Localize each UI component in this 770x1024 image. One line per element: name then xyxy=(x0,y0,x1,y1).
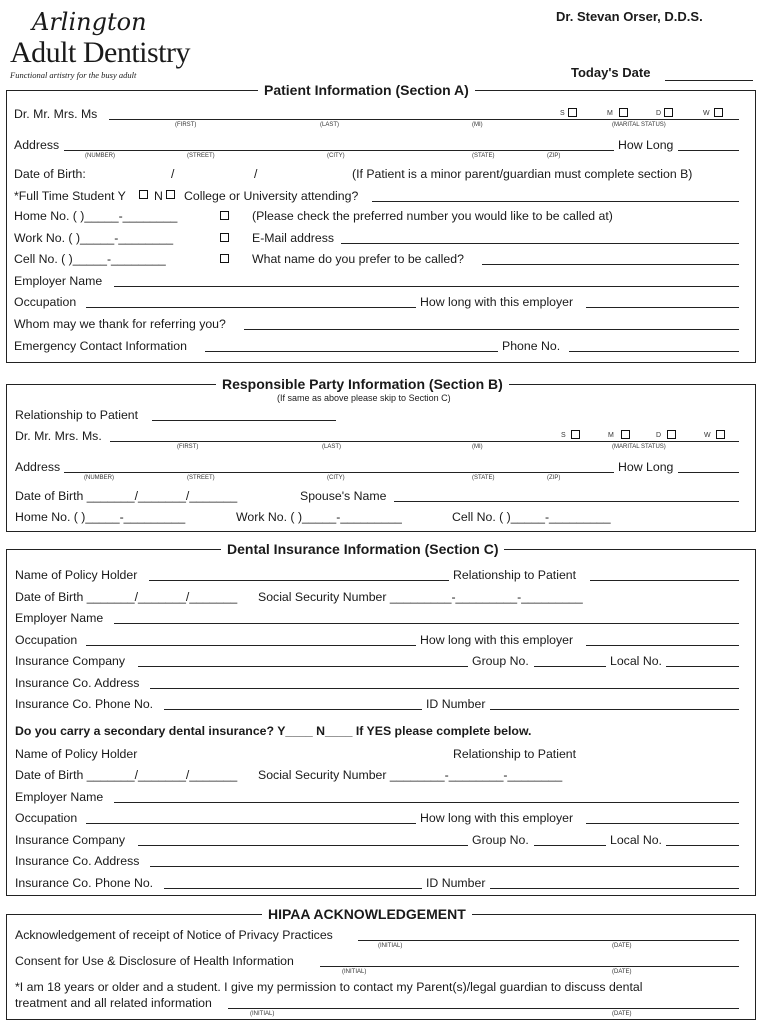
c2-co-address-label: Insurance Co. Address xyxy=(15,854,140,868)
c-dob[interactable]: Date of Birth _______/_______/_______ xyxy=(15,590,238,604)
student-yes-checkbox[interactable] xyxy=(139,190,148,199)
college-label: College or University attending? xyxy=(184,189,359,203)
c2-policy-holder-label: Name of Policy Holder xyxy=(15,747,138,761)
hipaa-student-line2: treatment and all related information xyxy=(15,996,212,1010)
b-cell-phone[interactable]: Cell No. ( )_____-_________ xyxy=(452,510,611,524)
c2-group-field[interactable] xyxy=(534,845,606,846)
hipaa-student-line1: *I am 18 years or older and a student. I give my permission to contact my Parent(s)/legal guardian to discuss dental xyxy=(15,980,643,994)
sub-last: (LAST) xyxy=(320,122,340,128)
home-phone[interactable]: Home No. ( )_____-________ xyxy=(14,209,178,223)
c2-local-field[interactable] xyxy=(666,845,739,846)
b-sub-last: (LAST) xyxy=(322,444,342,450)
marital-d: D xyxy=(656,110,662,117)
c-co-address-label: Insurance Co. Address xyxy=(15,676,140,690)
work-preferred-checkbox[interactable] xyxy=(220,233,229,242)
b-spouse-label: Spouse's Name xyxy=(300,489,387,503)
emergency-phone-label: Phone No. xyxy=(502,339,561,353)
b-sub-street: (STREET) xyxy=(187,475,215,481)
c-id-field[interactable] xyxy=(490,709,739,710)
c2-local-label: Local No. xyxy=(610,833,662,847)
b-how-long-label: How Long xyxy=(618,460,674,474)
section-b-subtitle: (If same as above please skip to Section C) xyxy=(277,393,451,403)
prefer-name-label: What name do you prefer to be called? xyxy=(252,252,464,266)
c2-company-field[interactable] xyxy=(138,845,468,846)
c-secondary-question[interactable]: Do you carry a secondary dental insurance? Y____ N____ If YES please complete below. xyxy=(15,724,532,738)
b-how-long-field[interactable] xyxy=(678,472,739,473)
c2-how-long-field[interactable] xyxy=(586,823,739,824)
logo-tagline: Functional artistry for the busy adult xyxy=(10,70,137,80)
name-field[interactable] xyxy=(109,119,739,120)
employer-label: Employer Name xyxy=(14,274,103,288)
c-local-label: Local No. xyxy=(610,654,662,668)
b-dob[interactable]: Date of Birth _______/_______/_______ xyxy=(15,489,238,503)
c-group-field[interactable] xyxy=(534,666,606,667)
b-marital-s-checkbox[interactable] xyxy=(571,430,580,439)
c2-co-address-field[interactable] xyxy=(150,866,739,867)
c2-company-label: Insurance Company xyxy=(15,833,126,847)
occupation-label: Occupation xyxy=(14,295,77,309)
marital-m-checkbox[interactable] xyxy=(619,108,628,117)
hipaa-student-field[interactable] xyxy=(228,1008,739,1009)
address-field[interactable] xyxy=(64,150,614,151)
section-a-title: Patient Information (Section A) xyxy=(258,82,475,98)
prefer-name-field[interactable] xyxy=(482,264,739,265)
c-company-field[interactable] xyxy=(138,666,468,667)
b-address-field[interactable] xyxy=(64,472,614,473)
b-name-field[interactable] xyxy=(110,441,739,442)
doctor-name: Dr. Stevan Orser, D.D.S. xyxy=(556,9,703,24)
c-occupation-field[interactable] xyxy=(86,645,416,646)
hipaa-ack-field[interactable] xyxy=(358,940,739,941)
name-label: Dr. Mr. Mrs. Ms xyxy=(14,107,98,121)
b-name-label: Dr. Mr. Mrs. Ms. xyxy=(15,429,102,443)
b-marital-m-checkbox[interactable] xyxy=(621,430,630,439)
dob-slash-2: / xyxy=(254,167,258,181)
email-field[interactable] xyxy=(341,243,739,244)
how-long-employer-label: How long with this employer xyxy=(420,295,574,309)
address-label: Address xyxy=(14,138,60,152)
b-home-phone[interactable]: Home No. ( )_____-_________ xyxy=(15,510,186,524)
email-label: E-Mail address xyxy=(252,231,335,245)
todays-date-field[interactable] xyxy=(665,80,753,81)
employer-field[interactable] xyxy=(114,286,739,287)
marital-w-checkbox[interactable] xyxy=(714,108,723,117)
hipaa-consent-field[interactable] xyxy=(320,966,739,967)
c-policy-holder-label: Name of Policy Holder xyxy=(15,568,138,582)
c-co-address-field[interactable] xyxy=(150,688,739,689)
sub-zip: (ZIP) xyxy=(547,153,561,159)
c2-relationship-label: Relationship to Patient xyxy=(453,747,577,761)
c-relationship-field[interactable] xyxy=(590,580,739,581)
preferred-note: (Please check the preferred number you would like to be called at) xyxy=(252,209,613,223)
occupation-field[interactable] xyxy=(86,307,416,308)
logo-script: Arlington xyxy=(32,8,147,36)
b-marital-w-checkbox[interactable] xyxy=(716,430,725,439)
c2-ssn[interactable]: Social Security Number ________-________-________ xyxy=(258,768,563,782)
emergency-field[interactable] xyxy=(205,351,498,352)
c-co-phone-field[interactable] xyxy=(164,709,422,710)
b-address-label: Address xyxy=(15,460,61,474)
c-relationship-label: Relationship to Patient xyxy=(453,568,577,582)
b-spouse-field[interactable] xyxy=(394,501,739,502)
todays-date-label: Today's Date xyxy=(571,65,651,80)
how-long-field[interactable] xyxy=(678,150,739,151)
cell-phone[interactable]: Cell No. ( )_____-________ xyxy=(14,252,166,266)
hipaa-consent-label: Consent for Use & Disclosure of Health Information xyxy=(15,954,294,968)
b-sub-city: (CITY) xyxy=(327,475,345,481)
sub-street: (STREET) xyxy=(187,153,215,159)
marital-w: W xyxy=(703,110,710,117)
emergency-label: Emergency Contact Information xyxy=(14,339,187,353)
c2-dob[interactable]: Date of Birth _______/_______/_______ xyxy=(15,768,238,782)
referring-label: Whom may we thank for referring you? xyxy=(14,317,226,331)
c-ssn[interactable]: Social Security Number _________-_________-_________ xyxy=(258,590,583,604)
student-no-checkbox[interactable] xyxy=(166,190,175,199)
b-marital-d-checkbox[interactable] xyxy=(667,430,676,439)
hipaa-ack-date: (DATE) xyxy=(612,943,632,949)
logo-main: Adult Dentistry xyxy=(10,36,190,69)
b-sub-mi: (MI) xyxy=(472,444,483,450)
sub-marital: (MARITAL STATUS) xyxy=(612,122,666,128)
hipaa-ack-label: Acknowledgement of receipt of Notice of Privacy Practices xyxy=(15,928,333,942)
sub-first: (FIRST) xyxy=(175,122,197,128)
c2-occupation-label: Occupation xyxy=(15,811,78,825)
dob-slash-1: / xyxy=(171,167,175,181)
c2-co-phone-field[interactable] xyxy=(164,888,422,889)
hipaa-title: HIPAA ACKNOWLEDGEMENT xyxy=(262,906,472,922)
sub-mi: (MI) xyxy=(472,122,483,128)
b-work-phone[interactable]: Work No. ( )_____-_________ xyxy=(236,510,402,524)
b-sub-zip: (ZIP) xyxy=(547,475,561,481)
c2-employer-label: Employer Name xyxy=(15,790,104,804)
marital-d-checkbox[interactable] xyxy=(664,108,673,117)
c-local-field[interactable] xyxy=(666,666,739,667)
b-relationship-field[interactable] xyxy=(152,420,336,421)
sub-city: (CITY) xyxy=(327,153,345,159)
section-b-title: Responsible Party Information (Section B) xyxy=(216,376,509,392)
b-sub-marital: (MARITAL STATUS) xyxy=(612,444,666,450)
college-field[interactable] xyxy=(372,201,739,202)
b-marital-s: S xyxy=(561,432,566,439)
hipaa-student-date: (DATE) xyxy=(612,1011,632,1017)
hipaa-ack-initial: (INITIAL) xyxy=(378,943,403,949)
c-occupation-label: Occupation xyxy=(15,633,78,647)
c-how-long-field[interactable] xyxy=(586,645,739,646)
hipaa-student-initial: (INITIAL) xyxy=(250,1011,275,1017)
c2-group-label: Group No. xyxy=(472,833,529,847)
hipaa-consent-initial: (INITIAL) xyxy=(342,969,367,975)
referring-field[interactable] xyxy=(244,329,739,330)
c-id-label: ID Number xyxy=(426,697,486,711)
sub-state: (STATE) xyxy=(472,153,495,159)
c2-how-long-label: How long with this employer xyxy=(420,811,574,825)
student-no-label: N xyxy=(154,189,163,203)
section-c-title: Dental Insurance Information (Section C) xyxy=(221,541,504,557)
b-marital-d: D xyxy=(656,432,662,439)
c-employer-field[interactable] xyxy=(114,623,739,624)
c-company-label: Insurance Company xyxy=(15,654,126,668)
minor-note: (If Patient is a minor parent/guardian must complete section B) xyxy=(352,167,693,181)
sub-number: (NUMBER) xyxy=(85,153,115,159)
b-marital-w: W xyxy=(704,432,711,439)
c-co-phone-label: Insurance Co. Phone No. xyxy=(15,697,154,711)
marital-s-checkbox[interactable] xyxy=(568,108,577,117)
c2-id-field[interactable] xyxy=(490,888,739,889)
b-relationship-label: Relationship to Patient xyxy=(15,408,139,422)
marital-s: S xyxy=(560,110,565,117)
c2-occupation-field[interactable] xyxy=(86,823,416,824)
c2-id-label: ID Number xyxy=(426,876,486,890)
home-preferred-checkbox[interactable] xyxy=(220,211,229,220)
b-sub-number: (NUMBER) xyxy=(84,475,114,481)
emergency-phone-field[interactable] xyxy=(569,351,739,352)
how-long-label: How Long xyxy=(618,138,674,152)
student-label: *Full Time Student Y xyxy=(14,189,126,203)
c2-co-phone-label: Insurance Co. Phone No. xyxy=(15,876,154,890)
b-marital-m: M xyxy=(608,432,614,439)
c-employer-label: Employer Name xyxy=(15,611,104,625)
how-long-employer-field[interactable] xyxy=(586,307,739,308)
marital-m: M xyxy=(607,110,613,117)
c-group-label: Group No. xyxy=(472,654,529,668)
dob-label: Date of Birth: xyxy=(14,167,86,181)
c2-employer-field[interactable] xyxy=(114,802,739,803)
b-sub-first: (FIRST) xyxy=(177,444,199,450)
c-how-long-label: How long with this employer xyxy=(420,633,574,647)
hipaa-consent-date: (DATE) xyxy=(612,969,632,975)
b-sub-state: (STATE) xyxy=(472,475,495,481)
c-policy-holder-field[interactable] xyxy=(149,580,449,581)
cell-preferred-checkbox[interactable] xyxy=(220,254,229,263)
work-phone[interactable]: Work No. ( )_____-________ xyxy=(14,231,174,245)
